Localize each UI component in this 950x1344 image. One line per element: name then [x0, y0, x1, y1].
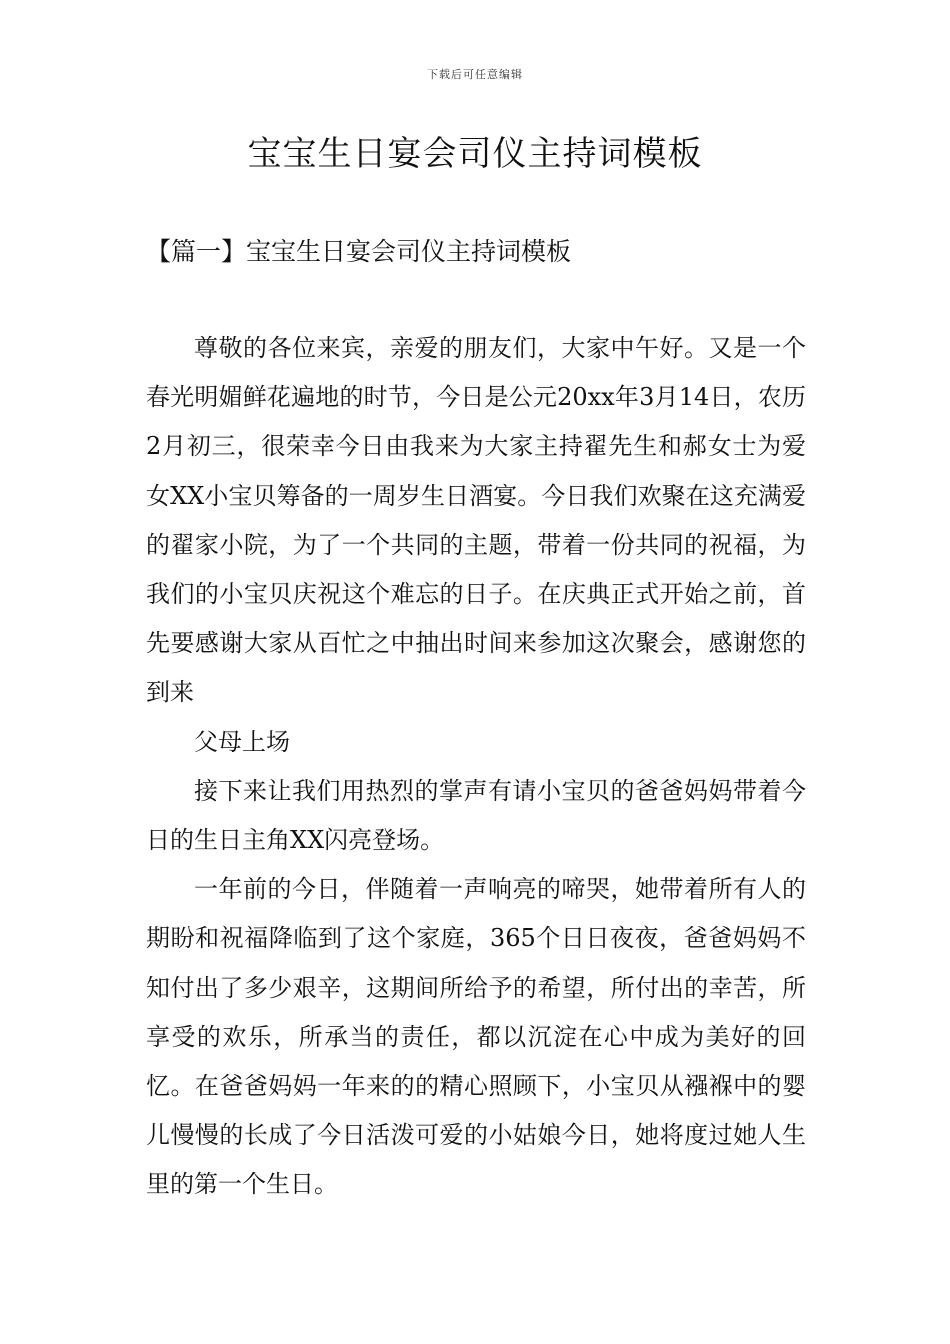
paragraph-opening: 尊敬的各位来宾，亲爱的朋友们，大家中午好。又是一个春光明媚鲜花遍地的时节，今日是公元20xx年3月14日，农历2月初三，很荣幸今日由我来为大家主持翟先生和郝女士为爱女XX小宝贝筹备的一周岁生日酒宴。今日我们欢聚在这充满爱的翟家小院，为了一个共同的主题，带着一份共同的祝福，为我们的小宝贝庆祝这个难忘的日子。在庆典正式开始之前，首先要感谢大家从百忙之中抽出时间来参加这次聚会，感谢您的到来 — [146, 334, 806, 707]
paragraph-one-year-ago: 一年前的今日，伴随着一声响亮的啼哭，她带着所有人的期盼和祝福降临到了这个家庭，365个日日夜夜，爸爸妈妈不知付出了多少艰辛，这期间所给予的希望，所付出的幸苦，所享受的欢乐，所承当的责任，都以沉淀在心中成为美好的回忆。在爸爸妈妈一年来的的精心照顾下，小宝贝从襁褓中的婴儿慢慢的长成了今日活泼可爱的小姑娘今日，她将度过她人生里的第一个生日。 — [146, 875, 806, 1199]
paragraph-parents-entrance: 父母上场 — [194, 727, 290, 756]
document-title: 宝宝生日宴会司仪主持词模板 — [247, 134, 703, 174]
paragraph-invite-parents: 接下来让我们用热烈的掌声有请小宝贝的爸爸妈妈带着今日的生日主角XX闪亮登场。 — [146, 776, 806, 855]
page-header-note: 下载后可任意编辑 — [427, 68, 523, 81]
document-body — [146, 324, 806, 1210]
section-heading: 【篇一】宝宝生日宴会司仪主持词模板 — [146, 237, 572, 266]
